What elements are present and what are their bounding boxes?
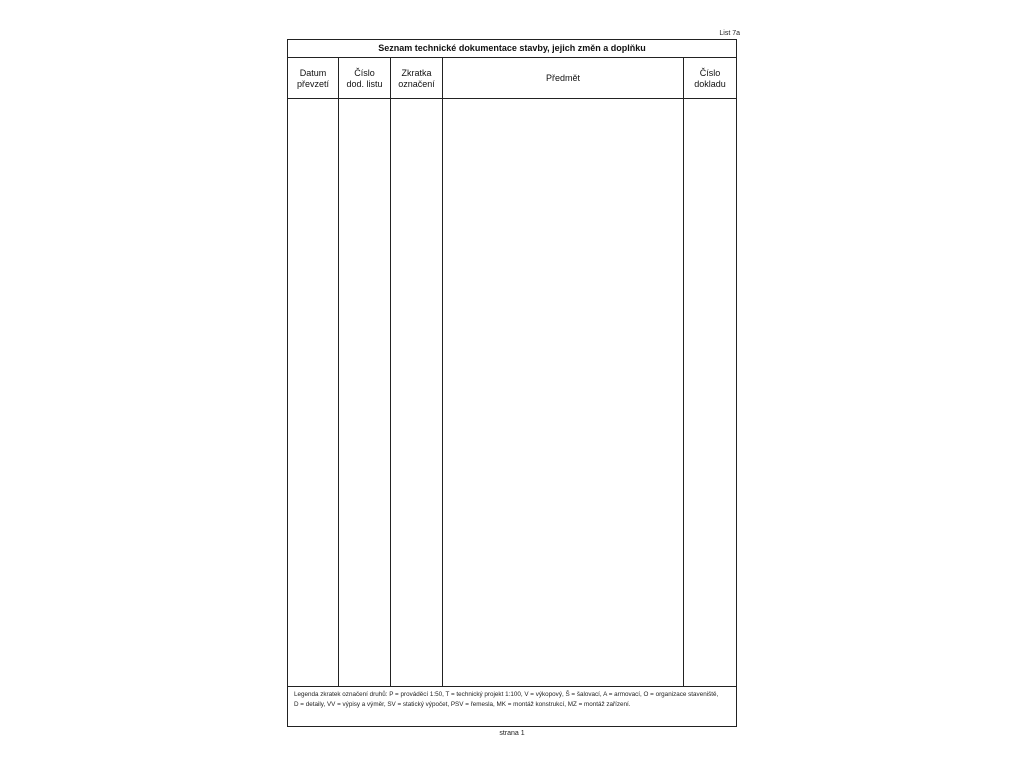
page-number: strana 1 bbox=[499, 730, 525, 737]
sheet-id: List 7a bbox=[719, 30, 740, 37]
column-header: Zkratka označení bbox=[398, 67, 435, 89]
legend bbox=[288, 686, 736, 726]
header-row-divider bbox=[288, 58, 736, 99]
column-header: Datum převzetí bbox=[296, 67, 329, 89]
column-zkratka-oznaceni bbox=[391, 58, 443, 687]
legend-line-2: D = detaily, VV = výpisy a výměr, SV = statický výpočet, PSV = řemesla, MK = montáž konstrukcí, MZ = montáž zařízení. bbox=[294, 701, 631, 708]
legend-line-1: Legenda zkratek označení druhů: P = prováděcí 1:50, T = technický projekt 1:100, V = výkopový, Š = šalovací, A = armovací, O = organizace staveniště, bbox=[294, 691, 719, 698]
documentation-form bbox=[287, 39, 737, 727]
column-header: Předmět bbox=[545, 73, 580, 83]
column-cislo-dod-listu bbox=[339, 58, 391, 687]
column-cislo-dokladu bbox=[684, 58, 736, 687]
column-datum-prevzeti bbox=[288, 58, 339, 687]
form-title: Seznam technické dokumentace stavby, jejich změn a doplňku bbox=[288, 40, 736, 58]
column-header: Číslo dod. listu bbox=[346, 67, 383, 89]
column-predmet bbox=[443, 58, 684, 687]
column-header: Číslo dokladu bbox=[694, 67, 726, 89]
table-columns bbox=[288, 58, 736, 687]
